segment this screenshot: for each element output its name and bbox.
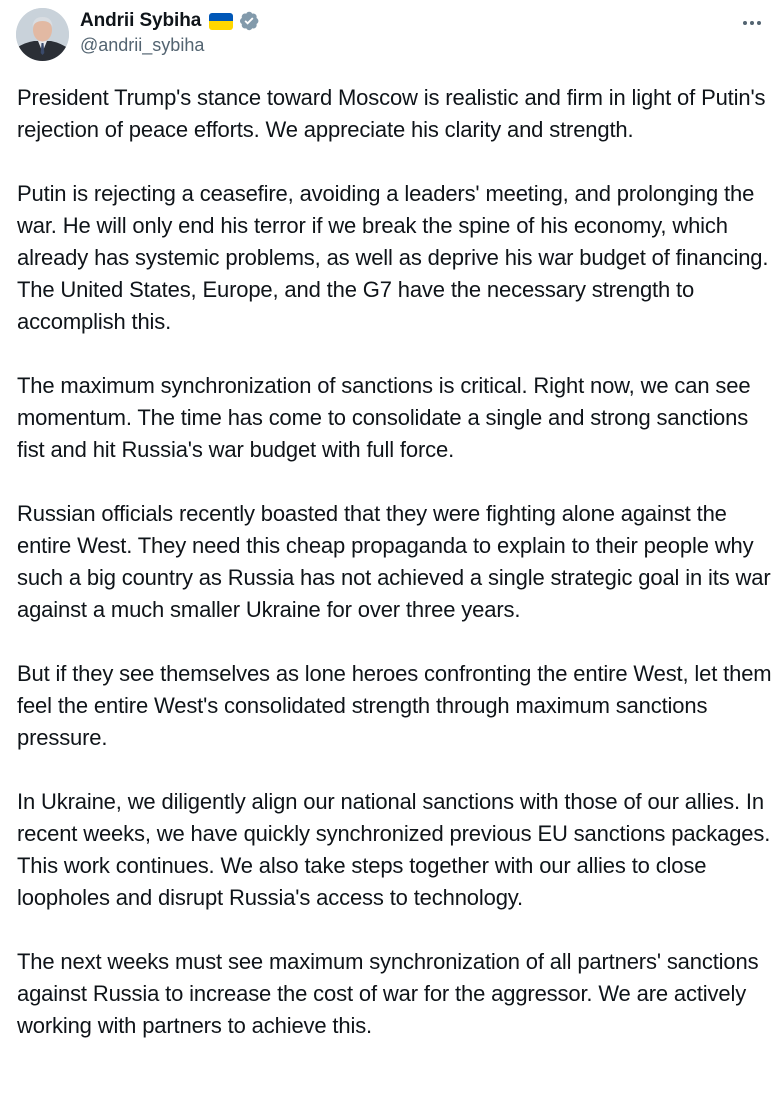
tweet-paragraph: In Ukraine, we diligently align our national sanctions with those of our allies. In recent weeks, we have quickly synchronized previous EU sanctions packages. This work continues. We also take steps together with our allies to close loopholes and disrupt Russia's access to technology. [17,789,771,910]
tweet-text [17,82,777,1074]
ukraine-flag-icon [209,13,233,30]
display-name[interactable]: Andrii Sybiha [80,10,202,31]
flag-bottom-stripe [209,21,233,30]
dot [743,21,747,25]
verified-badge-icon[interactable] [238,10,260,32]
tweet-paragraph: The next weeks must see maximum synchronization of all partners' sanctions against Russia to increase the cost of war for the aggressor. We are actively working with partners to achieve this. [17,949,759,1038]
avatar[interactable] [16,8,69,61]
tweet-header [16,8,767,64]
user-handle[interactable]: @andrii_sybiha [80,35,205,55]
name-row [80,8,260,34]
flag-top-stripe [209,13,233,22]
tweet-paragraph: Putin is rejecting a ceasefire, avoiding a leaders' meeting, and prolonging the war. He will only end his terror if we break the spine of his economy, which already has systemic problems, as well as deprive his war budget of financing. The United States, Europe, and the G7 have the necessary strength to accomplish this. [17,181,769,334]
dot [757,21,761,25]
tweet-paragraph: Russian officials recently boasted that they were fighting alone against the entire West. They need this cheap propaganda to explain to their people why such a big country as Russia has not achieved a single strategic goal in its war against a much smaller Ukraine for over three years. [17,501,771,622]
tweet-paragraph: President Trump's stance toward Moscow is realistic and firm in light of Putin's rejection of peace efforts. We appreciate his clarity and strength. [17,85,766,142]
more-options-icon[interactable] [737,12,767,34]
avatar-photo [16,8,69,61]
dot [750,21,754,25]
tweet-paragraph: The maximum synchronization of sanctions is critical. Right now, we can see momentum. The time has come to consolidate a single and strong sanctions fist and hit Russia's war budget with full force. [17,373,751,462]
tweet-paragraph: But if they see themselves as lone heroes confronting the entire West, let them feel the entire West's consolidated strength through maximum sanctions pressure. [17,661,772,750]
